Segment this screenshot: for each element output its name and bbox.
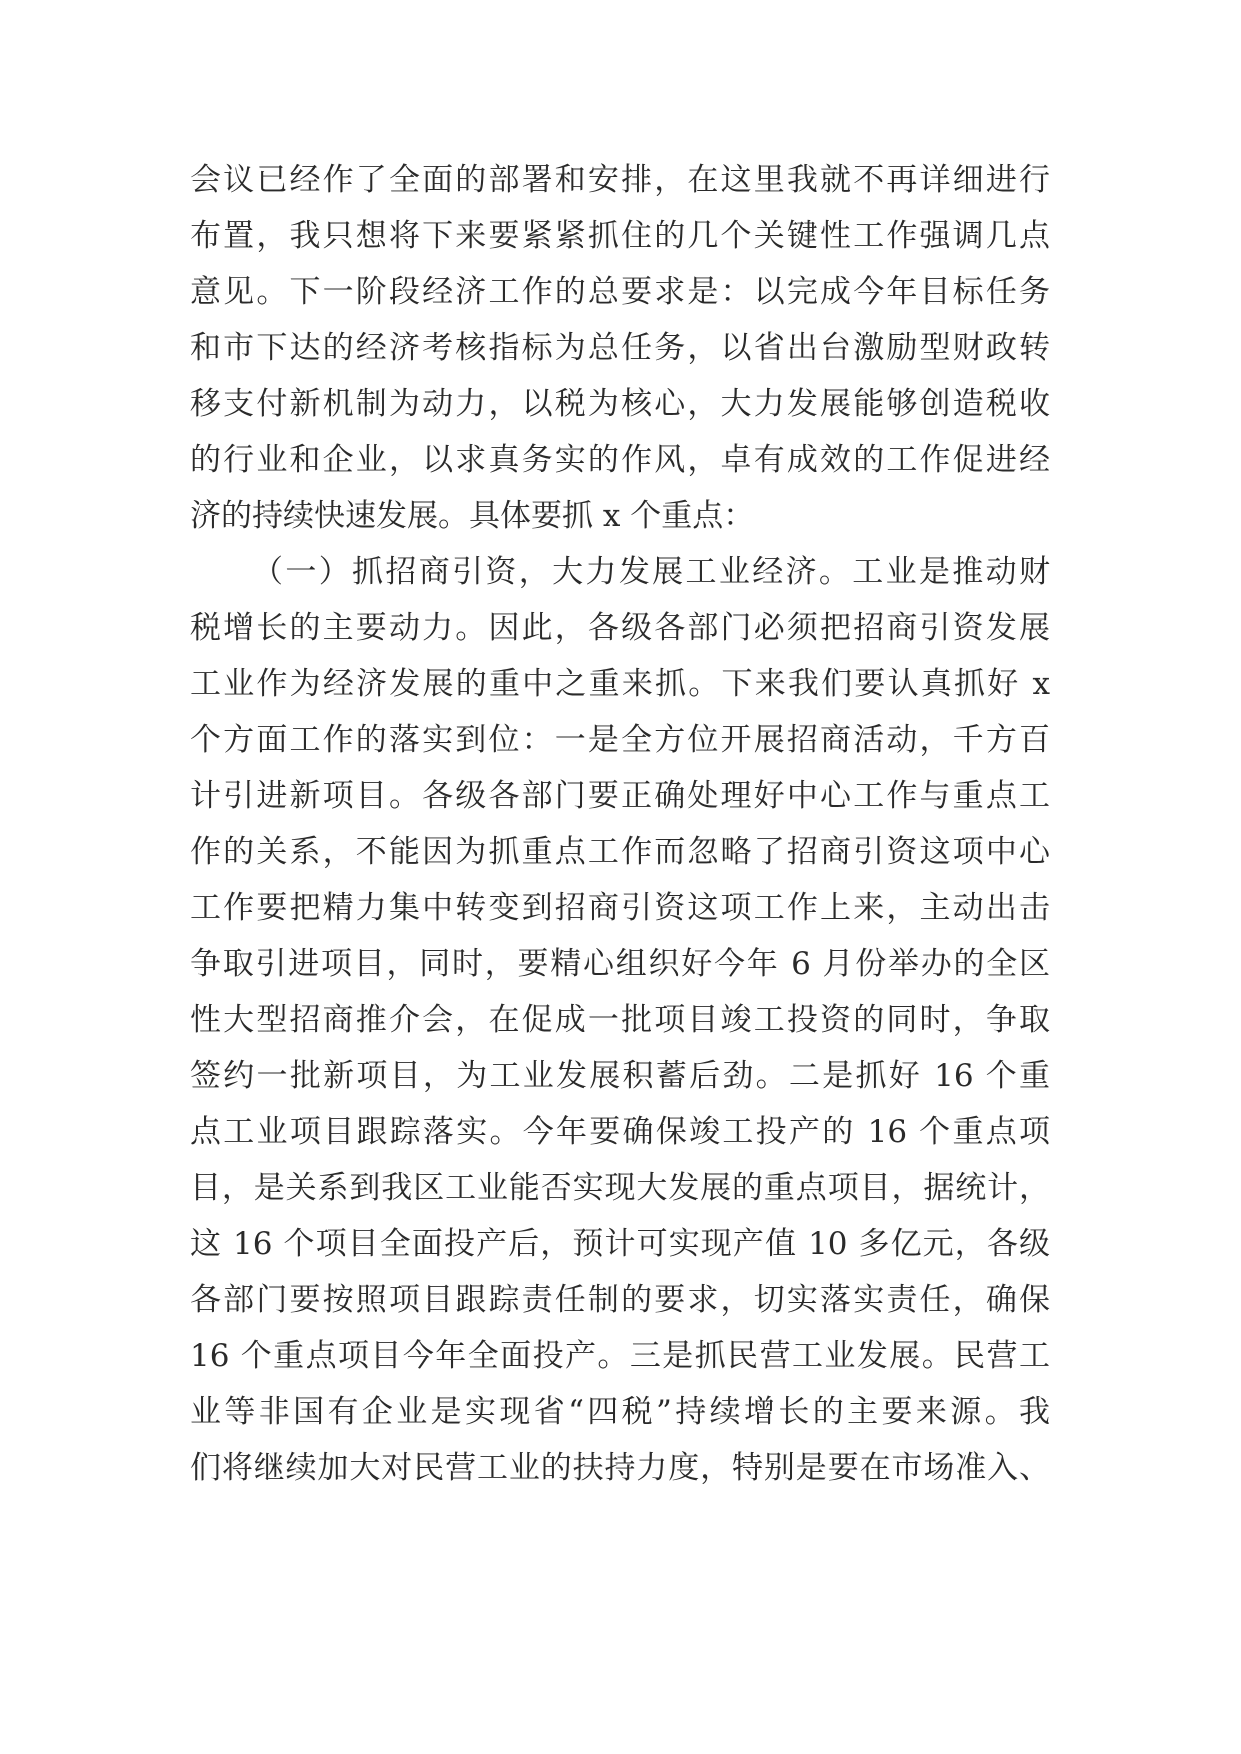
text-line: 工作要把精力集中转变到招商引资这项工作上来，主动出击: [190, 890, 1050, 926]
text-line: 布置，我只想将下来要紧紧抓住的几个关键性工作强调几点: [190, 218, 1050, 254]
text-line: 意见。下一阶段经济工作的总要求是：以完成今年目标任务: [190, 274, 1050, 310]
text-line: 移支付新机制为动力，以税为核心，大力发展能够创造税收: [190, 386, 1050, 422]
text-line: 的行业和企业，以求真务实的作风，卓有成效的工作促进经: [190, 442, 1050, 478]
text-line: 税增长的主要动力。因此，各级各部门必须把招商引资发展: [190, 610, 1050, 646]
text-line: 会议已经作了全面的部署和安排，在这里我就不再详细进行: [190, 162, 1050, 198]
section-heading-line: （一）抓招商引资，大力发展工业经济。工业是推动财: [252, 554, 1050, 590]
text-line: 16 个重点项目今年全面投产。三是抓民营工业发展。民营工: [190, 1338, 1050, 1374]
text-line-paragraph-end: 济的持续快速发展。具体要抓 x 个重点：: [190, 498, 755, 534]
text-line: 业等非国有企业是实现省“四税”持续增长的主要来源。我: [190, 1394, 1050, 1430]
text-line: 工业作为经济发展的重中之重来抓。下来我们要认真抓好 x: [190, 666, 1050, 702]
text-line: 这 16 个项目全面投产后，预计可实现产值 10 多亿元，各级: [190, 1226, 1050, 1262]
text-line: 签约一批新项目，为工业发展积蓄后劲。二是抓好 16 个重: [190, 1058, 1050, 1094]
text-line: 个方面工作的落实到位：一是全方位开展招商活动，千方百: [190, 722, 1050, 758]
text-line: 目，是关系到我区工业能否实现大发展的重点项目，据统计，: [190, 1170, 1050, 1206]
text-line: 各部门要按照项目跟踪责任制的要求，切实落实责任，确保: [190, 1282, 1050, 1318]
text-line: 计引进新项目。各级各部门要正确处理好中心工作与重点工: [190, 778, 1050, 814]
text-line: 性大型招商推介会，在促成一批项目竣工投资的同时，争取: [190, 1002, 1050, 1038]
body-text: [190, 152, 1050, 1496]
text-line: 们将继续加大对民营工业的扶持力度，特别是要在市场准入、: [190, 1450, 1050, 1486]
text-line: 争取引进项目，同时，要精心组织好今年 6 月份举办的全区: [190, 946, 1050, 982]
text-line: 作的关系，不能因为抓重点工作而忽略了招商引资这项中心: [190, 834, 1050, 870]
text-line: 点工业项目跟踪落实。今年要确保竣工投产的 16 个重点项: [190, 1114, 1050, 1150]
text-line: 和市下达的经济考核指标为总任务，以省出台激励型财政转: [190, 330, 1050, 366]
